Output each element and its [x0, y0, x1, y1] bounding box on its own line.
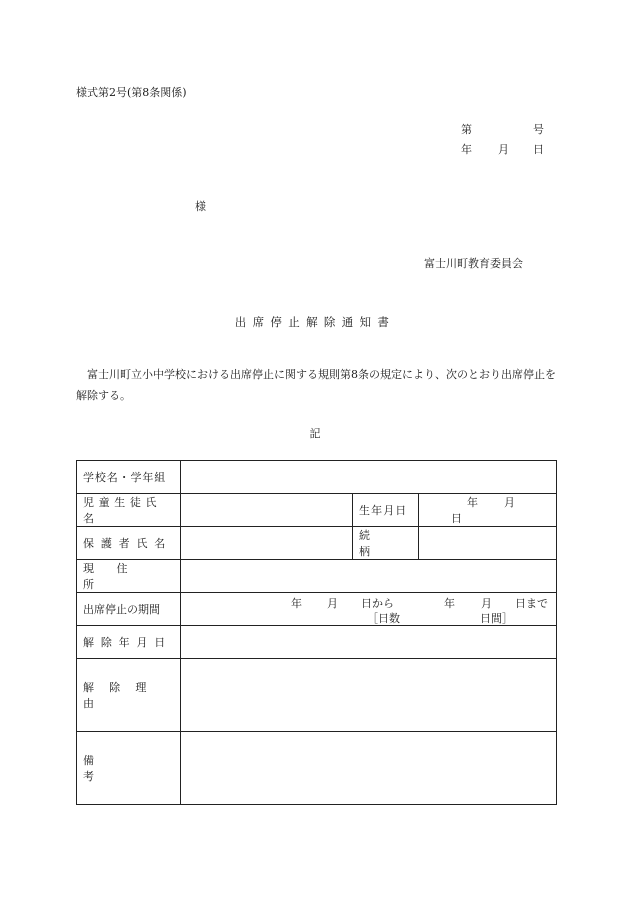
- period-label: 出席停止の期間: [77, 593, 181, 626]
- row-release-date: [77, 626, 557, 659]
- birth-month: 月: [504, 496, 515, 509]
- document-title: 出席停止解除通知書: [234, 315, 396, 329]
- document-number-prefix: 第: [461, 123, 472, 136]
- row-guardian: [77, 527, 557, 560]
- reason-label: 解除理由: [77, 659, 181, 732]
- birth-year: 年: [467, 496, 478, 509]
- addressee-honorific: 様: [195, 200, 206, 213]
- period-month-start: 月: [327, 597, 338, 610]
- student-name-value[interactable]: [181, 494, 353, 527]
- period-days-close: 日間］: [480, 612, 513, 625]
- period-value[interactable]: [181, 593, 557, 626]
- reason-value[interactable]: [181, 659, 557, 732]
- row-remarks: [77, 732, 557, 805]
- birth-day: 日: [451, 512, 462, 525]
- form-identifier: 様式第2号(第8条関係): [76, 86, 187, 99]
- issue-date-year: 年: [461, 143, 472, 156]
- period-until: 日まで: [515, 597, 548, 610]
- release-date-label: 解除年月日: [77, 626, 181, 659]
- school-label: 学校名・学年組: [77, 461, 181, 494]
- period-month-end: 月: [481, 597, 492, 610]
- address-value[interactable]: [181, 560, 557, 593]
- period-year-end: 年: [444, 597, 455, 610]
- birth-label: 生年月日: [353, 494, 419, 527]
- sender-name: 富士川町教育委員会: [424, 257, 523, 270]
- relation-value[interactable]: [419, 527, 557, 560]
- period-from: 日から: [361, 597, 394, 610]
- document-number-suffix: 号: [533, 123, 544, 136]
- guardian-name-value[interactable]: [181, 527, 353, 560]
- period-year-start: 年: [291, 597, 302, 610]
- remarks-value[interactable]: [181, 732, 557, 805]
- remarks-label: 備考: [77, 732, 181, 805]
- body-text: 富士川町立小中学校における出席停止に関する規則第8条の規定により、次のとおり出席停止を解除する。: [76, 368, 556, 402]
- relation-label: 続柄: [353, 527, 419, 560]
- guardian-label: 保護者氏名: [77, 527, 181, 560]
- address-label: 現住所: [77, 560, 181, 593]
- birth-date-value[interactable]: [419, 494, 557, 527]
- student-label: 児童生徒氏名: [77, 494, 181, 527]
- row-reason: [77, 659, 557, 732]
- row-school: [77, 461, 557, 494]
- issue-date-day: 日: [533, 143, 544, 156]
- row-address: [77, 560, 557, 593]
- release-date-value[interactable]: [181, 626, 557, 659]
- ki-heading: 記: [309, 427, 321, 440]
- row-student: [77, 494, 557, 527]
- school-value[interactable]: [181, 461, 557, 494]
- row-period: [77, 593, 557, 626]
- issue-date-month: 月: [498, 143, 509, 156]
- form-table: [76, 460, 557, 805]
- period-days-open: ［日数: [367, 612, 400, 625]
